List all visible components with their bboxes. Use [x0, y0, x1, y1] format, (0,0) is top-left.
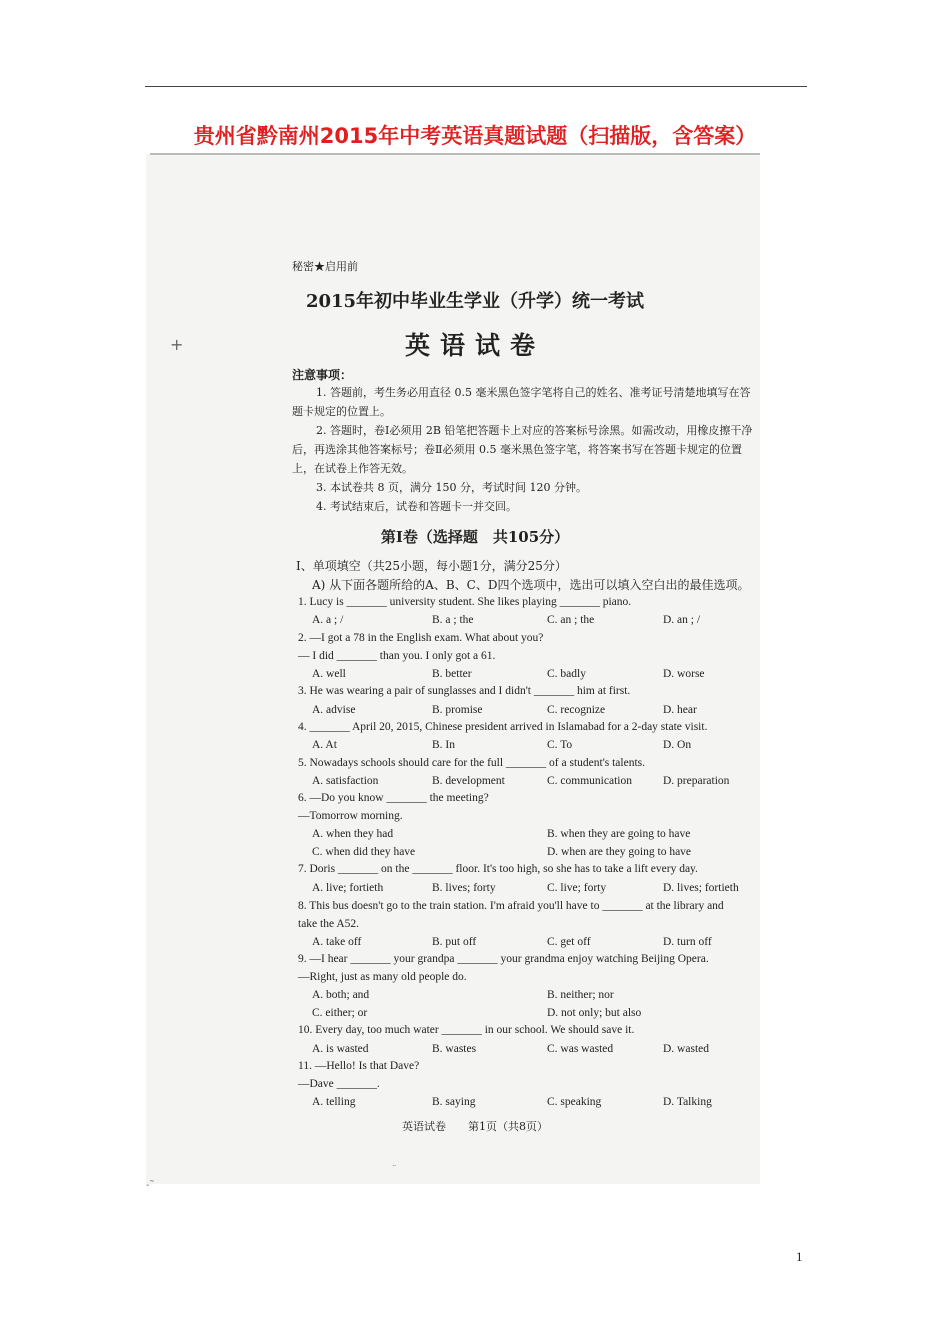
option-c: C. an ; the	[547, 614, 595, 626]
question-line: take the A52.	[298, 918, 359, 930]
option-a: A. live; fortieth	[312, 882, 384, 894]
question-line: 11. —Hello! Is that Dave?	[298, 1060, 420, 1072]
confidential-label: 秘密★启用前	[292, 260, 358, 273]
option-b: B. lives; forty	[432, 882, 496, 894]
note-item: 2. 答题时，卷Ⅰ必须用 2B 铅笔把答题卡上对应的答案标号涂黑。如需改动，用橡皮擦干净后，再选涂其他答案标号；卷Ⅱ必须用 0.5 毫米黑色签字笔，将答案书写在答题卡规定的位置上，在试卷上作答无效。	[292, 424, 753, 475]
option-a: A. is wasted	[312, 1043, 369, 1055]
option-c: C. was wasted	[547, 1043, 614, 1055]
option-d: D. preparation	[663, 775, 730, 787]
scan-footer: 英语试卷 第1页（共8页）	[402, 1120, 548, 1133]
option-c: C. live; forty	[547, 882, 607, 894]
option-c: C. speaking	[547, 1096, 602, 1108]
option-b: B. put off	[432, 936, 477, 948]
question-line: —Right, just as many old people do.	[298, 971, 467, 983]
option-d: D. On	[663, 739, 692, 751]
option-a: A. a ; /	[312, 614, 344, 626]
note-item: 1. 答题前，考生务必用直径 0.5 毫米黑色签字笔将自己的姓名、准考证号清楚地填写在答题卡规定的位置上。	[292, 386, 751, 418]
document-title: 贵州省黔南州2015年中考英语真题试题（扫描版，含答案）	[193, 124, 757, 148]
question-line: —Dave _______.	[298, 1078, 380, 1090]
header-rule	[145, 86, 807, 87]
question-line: 1. Lucy is _______ university student. She likes playing _______ piano.	[298, 596, 632, 608]
question-line: 8. This bus doesn't go to the train station. I'm afraid you'll have to _______ at the library and	[298, 900, 724, 912]
option-d: D. worse	[663, 668, 705, 680]
option-d: D. an ; /	[663, 614, 701, 626]
option-b: B. In	[432, 739, 455, 751]
question-line: 7. Doris _______ on the _______ floor. It's too high, so she has to take a lift every day.	[298, 863, 698, 875]
option-a: A. take off	[312, 936, 362, 948]
option-b: B. neither; nor	[547, 989, 614, 1001]
registration-mark: +	[170, 335, 184, 354]
section-heading: Ⅰ、单项填空（共25小题，每小题1分，满分25分）	[296, 559, 567, 573]
scan-mark: -˜	[146, 1180, 155, 1191]
question-line: 10. Every day, too much water _______ in our school. We should save it.	[298, 1024, 635, 1036]
scan-mark: ¨	[392, 1165, 397, 1175]
question-line: 6. —Do you know _______ the meeting?	[298, 792, 489, 804]
option-a: A. telling	[312, 1096, 356, 1108]
part-title: 第Ⅰ卷（选择题 共105分）	[380, 528, 570, 546]
question-line: 4. _______ April 20, 2015, Chinese president arrived in Islamabad for a 2-day state visit.	[298, 721, 708, 733]
option-d: D. Talking	[663, 1096, 712, 1108]
exam-title: 2015年初中毕业生学业（升学）统一考试	[305, 291, 645, 312]
page-number: 1	[796, 1249, 803, 1264]
option-a: A. well	[312, 668, 346, 680]
option-d: D. lives; fortieth	[663, 882, 739, 894]
option-a: A. when they had	[312, 828, 394, 840]
note-item: 3. 本试卷共 8 页，满分 150 分，考试时间 120 分钟。	[316, 481, 587, 494]
option-a: A. At	[312, 739, 337, 751]
question-line: 2. —I got a 78 in the English exam. What about you?	[298, 632, 544, 644]
option-c: C. get off	[547, 936, 591, 948]
option-a: A. advise	[312, 704, 356, 716]
paper-title: 英语试卷	[404, 331, 545, 360]
option-a: A. satisfaction	[312, 775, 379, 787]
question-line: 5. Nowadays schools should care for the full _______ of a student's talents.	[298, 757, 646, 769]
option-b: B. when they are going to have	[547, 828, 691, 840]
option-d: D. when are they going to have	[547, 846, 692, 858]
option-c: C. badly	[547, 668, 586, 680]
question-line: 3. He was wearing a pair of sunglasses and I didn't _______ him at first.	[298, 685, 631, 697]
option-b: B. better	[432, 668, 472, 680]
option-d: D. wasted	[663, 1043, 709, 1055]
option-b: B. a ; the	[432, 614, 474, 626]
note-item: 4. 考试结束后，试卷和答题卡一并交回。	[316, 500, 517, 513]
option-b: B. promise	[432, 704, 483, 716]
option-b: B. development	[432, 775, 505, 787]
question-line: 9. —I hear _______ your grandpa _______ your grandma enjoy watching Beijing Opera.	[298, 953, 709, 965]
scan-edge	[150, 153, 760, 155]
question-line: —Tomorrow morning.	[298, 810, 403, 822]
option-c: C. when did they have	[312, 846, 416, 858]
question-line: — I did _______ than you. I only got a 61.	[298, 650, 496, 662]
option-c: C. communication	[547, 775, 632, 787]
option-d: D. turn off	[663, 936, 712, 948]
option-a: A. both; and	[312, 989, 370, 1001]
option-c: C. recognize	[547, 704, 606, 716]
option-d: D. not only; but also	[547, 1007, 642, 1019]
option-c: C. To	[547, 739, 573, 751]
option-b: B. saying	[432, 1096, 476, 1108]
option-b: B. wastes	[432, 1043, 477, 1055]
section-instruction: A) 从下面各题所给的A、B、C、D四个选项中，选出可以填入空白出的最佳选项。	[312, 578, 750, 592]
option-d: D. hear	[663, 704, 697, 716]
option-c: C. either; or	[312, 1007, 368, 1019]
notes-heading: 注意事项：	[292, 368, 353, 382]
